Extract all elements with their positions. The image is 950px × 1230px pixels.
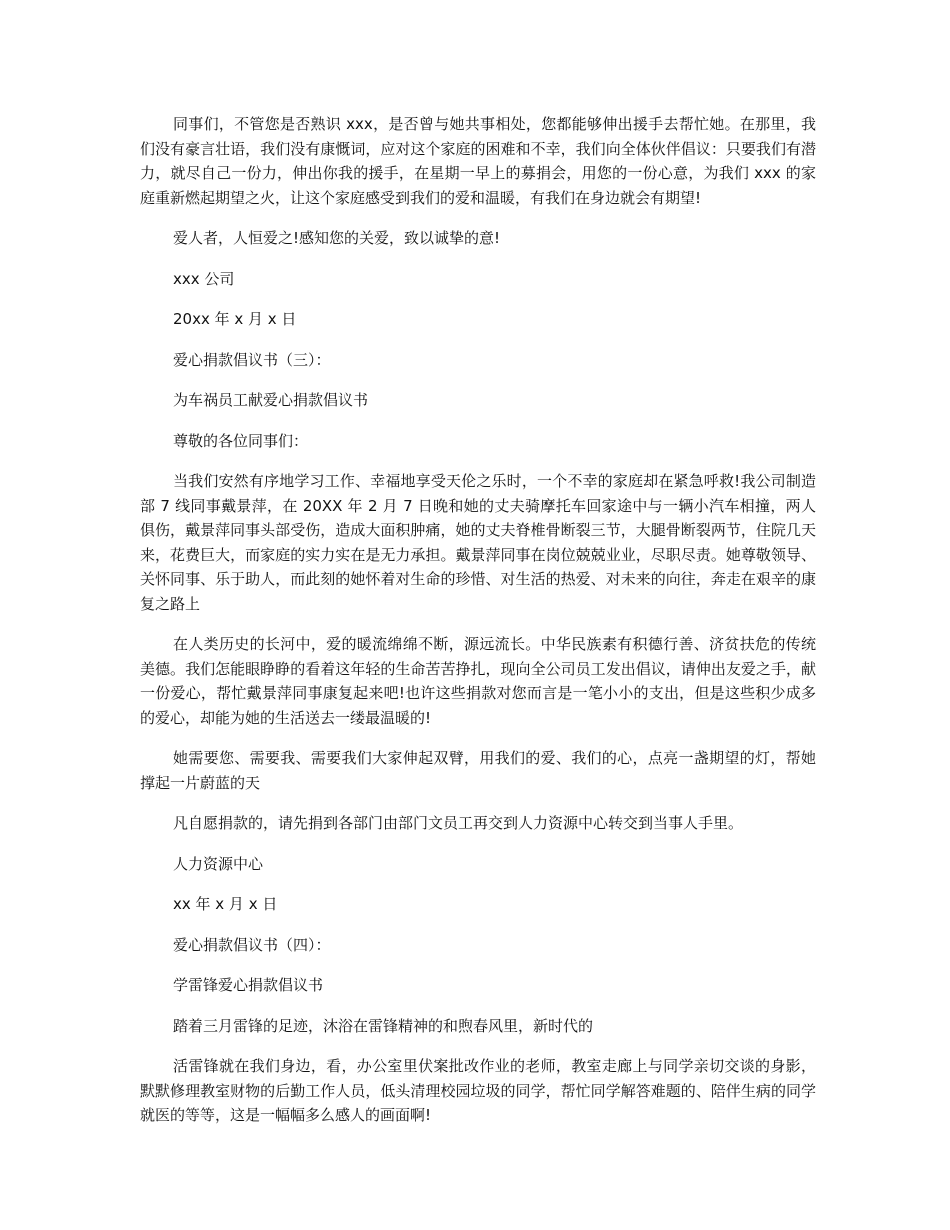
paragraph-lei-feng: 活雷锋就在我们身边，看，办公室里伏案批改作业的老师，教室走廊上与同学亲切交谈的身影，默默修理教室财物的后勤工作人员，低头清理校园垃圾的同学，帮忙同学解答难题的、陪伴生病的同学就医的等等，这是一幅幅多么感人的画面啊! bbox=[140, 1057, 816, 1124]
paragraph-spring: 踏着三月雷锋的足迹，沐浴在雷锋精神的和煦春风里，新时代的 bbox=[173, 1016, 594, 1035]
paragraph-instructions: 凡自愿捐款的，请先捐到各部门由部门文员工再交到人力资源中心转交到当事人手里。 bbox=[173, 814, 744, 832]
paragraph-gratitude: 爱人者，人恒爱之!感知您的关爱，致以诚挚的意! bbox=[173, 229, 501, 247]
section-title-3: 为车祸员工献爱心捐款倡议书 bbox=[173, 391, 369, 409]
section-title-4: 学雷锋爱心捐款倡议书 bbox=[173, 976, 324, 994]
paragraph-appeal-intro: 同事们，不管您是否熟识 xxx，是否曾与她共事相处，您都能够伸出援手去帮忙她。在那里，我们没有豪言壮语，我们没有康慨词，应对这个家庭的困难和不幸，我们向全体伙伴倡议：只要我们有潜力，就尽自己一份力，伸出你我的援手，在星期一早上的募捐会，用您的一份心意，为我们 xxx 的家庭重新燃起期望之火，让这个家庭感受到我们的爱和温暖，有我们在身边就会有期望! bbox=[140, 115, 816, 207]
salutation: 尊敬的各位同事们： bbox=[173, 431, 309, 450]
signature-date-2: xx 年 x 月 x 日 bbox=[173, 895, 278, 913]
signature-date: 20xx 年 x 月 x 日 bbox=[173, 310, 297, 328]
paragraph-call-to-action: 她需要您、需要我、需要我们大家伸起双臂，用我们的爱、我们的心，点亮一盏期望的灯，帮她撑起一片蔚蓝的天 bbox=[140, 749, 816, 792]
section-heading-3: 爱心捐款倡议书（三）： bbox=[173, 350, 331, 369]
document-body bbox=[140, 112, 816, 1144]
signature-company: xxx 公司 bbox=[173, 269, 235, 288]
paragraph-accident: 当我们安然有序地学习工作、幸福地享受天伦之乐时，一个不幸的家庭却在紧急呼救!我公司制造部 7 线同事戴景萍，在 20XX 年 2 月 7 日晚和她的丈夫骑摩托车回家途中与一辆小汽车相撞，两人俱伤，戴景萍同事头部受伤，造成大面积肿痛，她的丈夫脊椎骨断裂三节，大腿骨断裂两节，住院几天来，花费巨大，而家庭的实力实在是无力承担。戴景萍同事在岗位兢兢业业，尽职尽责。她尊敬领导、关怀同事、乐于助人，而此刻的她怀着对生命的珍惜、对生活的热爱、对未来的向往，奔走在艰辛的康复之路上 bbox=[140, 472, 816, 613]
signature-department: 人力资源中心 bbox=[173, 854, 264, 873]
paragraph-tradition: 在人类历史的长河中，爱的暖流绵绵不断，源远流长。中华民族素有积德行善、济贫扶危的传统美德。我们怎能眼睁睁的看着这年轻的生命苦苦挣扎，现向全公司员工发出倡议，请伸出友爱之手，献一份爱心，帮忙戴景萍同事康复起来吧!也许这些捐款对您而言是一笔小小的支出，但是这些积少成多的爱心，却能为她的生活送去一缕最温暖的! bbox=[140, 635, 816, 727]
section-heading-4: 爱心捐款倡议书（四）： bbox=[173, 935, 331, 954]
